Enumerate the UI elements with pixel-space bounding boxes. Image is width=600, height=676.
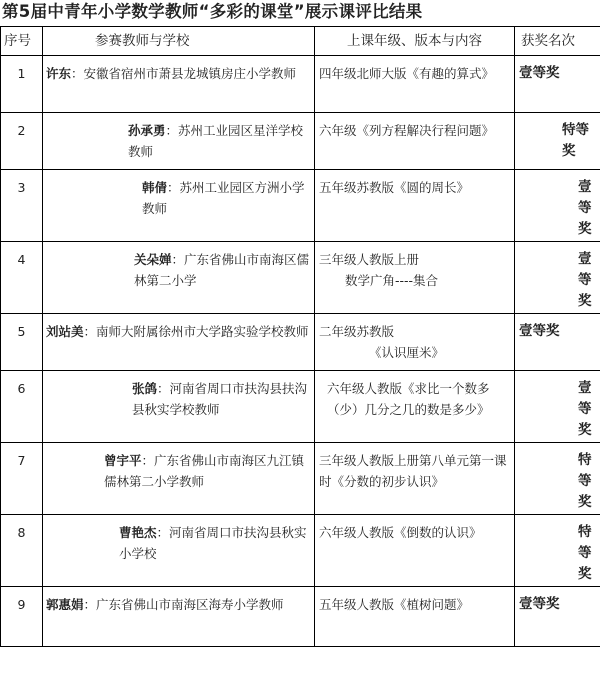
- award-text: 壹等奖: [578, 179, 592, 237]
- teacher-name: 郭惠娟: [46, 597, 84, 612]
- award-cell: 壹等奖: [515, 56, 600, 113]
- results-table: [0, 26, 600, 647]
- row-no: 3: [1, 170, 43, 242]
- row-no: 7: [1, 443, 43, 515]
- award-cell: [515, 242, 600, 314]
- course-cell: 三年级人教版上册第八单元第一课时《分数的初步认识》: [315, 443, 515, 515]
- award-text: 特等奖: [562, 122, 589, 159]
- teacher-school: ：河南省周口市扶沟县扶沟县秋实学校教师: [132, 381, 308, 417]
- header-no: 序号: [1, 27, 43, 56]
- table-row: [1, 371, 600, 443]
- teacher-cell: [43, 170, 315, 242]
- row-no: 9: [1, 587, 43, 647]
- row-no: 5: [1, 314, 43, 371]
- course-cell: [315, 314, 515, 371]
- course-cell: 四年级北师大版《有趣的算式》: [315, 56, 515, 113]
- course-line-1: 三年级人教版上册: [319, 252, 420, 267]
- table-row: [1, 314, 600, 371]
- course-cell: 六年级《列方程解决行程问题》: [315, 113, 515, 170]
- course-cell: 六年级人教版《倒数的认识》: [315, 515, 515, 587]
- header-teacher: 参赛教师与学校: [43, 27, 315, 56]
- row-no: 2: [1, 113, 43, 170]
- table-row: [1, 587, 600, 647]
- teacher-cell: [43, 242, 315, 314]
- award-cell: [515, 443, 600, 515]
- table-row: [1, 242, 600, 314]
- teacher-cell: [43, 371, 315, 443]
- teacher-name: 刘站美: [46, 324, 84, 339]
- course-line-2: 数学广角----集合: [345, 273, 439, 288]
- teacher-name: 许东: [46, 66, 72, 81]
- teacher-school: ：苏州工业园区星洋学校教师: [128, 123, 304, 159]
- course-line-2: 《认识厘米》: [369, 345, 445, 360]
- table-row: [1, 56, 600, 113]
- teacher-name: 张鸽: [132, 381, 158, 396]
- teacher-school: ：安徽省宿州市萧县龙城镇房庄小学教师: [71, 66, 297, 81]
- table-header-row: [1, 27, 600, 56]
- teacher-school: ：广东省佛山市南海区海寿小学教师: [83, 597, 284, 612]
- row-no: 4: [1, 242, 43, 314]
- course-cell: 五年级人教版《植树问题》: [315, 587, 515, 647]
- teacher-name: 曾宇平: [104, 453, 142, 468]
- teacher-school: ：广东省佛山市南海区儒林第二小学: [134, 252, 310, 288]
- award-cell: [515, 113, 600, 170]
- teacher-cell: [43, 56, 315, 113]
- header-course: 上课年级、版本与内容: [315, 27, 515, 56]
- award-cell: 壹等奖: [515, 587, 600, 647]
- teacher-school: ：苏州工业园区方洲小学教师: [142, 180, 305, 216]
- teacher-cell: [43, 587, 315, 647]
- award-text: 特等奖: [578, 524, 592, 582]
- teacher-cell: [43, 314, 315, 371]
- row-no: 8: [1, 515, 43, 587]
- teacher-cell: [43, 443, 315, 515]
- table-row: [1, 515, 600, 587]
- row-no: 6: [1, 371, 43, 443]
- award-text: 壹等奖: [578, 251, 592, 309]
- course-cell: 五年级苏教版《圆的周长》: [315, 170, 515, 242]
- table-row: [1, 443, 600, 515]
- teacher-name: 曹艳杰: [119, 525, 157, 540]
- page-title: 第5届中青年小学数学教师“多彩的课堂”展示课评比结果: [2, 2, 423, 21]
- course-line-1: 二年级苏教版: [319, 324, 395, 339]
- row-no: 1: [1, 56, 43, 113]
- table-row: [1, 113, 600, 170]
- teacher-name: 关朵婵: [134, 252, 172, 267]
- teacher-name: 韩倩: [142, 180, 168, 195]
- award-text: 壹等奖: [578, 380, 592, 438]
- teacher-name: 孙承勇: [128, 123, 166, 138]
- award-cell: [515, 371, 600, 443]
- teacher-school: ：广东省佛山市南海区九江镇儒林第二小学教师: [104, 453, 305, 489]
- award-cell: [515, 170, 600, 242]
- award-text: 特等奖: [578, 452, 592, 510]
- teacher-cell: [43, 515, 315, 587]
- teacher-school: ：南师大附属徐州市大学路实验学校教师: [83, 324, 309, 339]
- teacher-cell: [43, 113, 315, 170]
- teacher-school: ：河南省周口市扶沟县秋实小学校: [119, 525, 307, 561]
- award-cell: [515, 515, 600, 587]
- course-cell: 六年级人教版《求比一个数多（少）几分之几的数是多少》: [315, 371, 515, 443]
- header-award: 获奖名次: [515, 27, 600, 56]
- course-cell: [315, 242, 515, 314]
- award-cell: 壹等奖: [515, 314, 600, 371]
- table-row: [1, 170, 600, 242]
